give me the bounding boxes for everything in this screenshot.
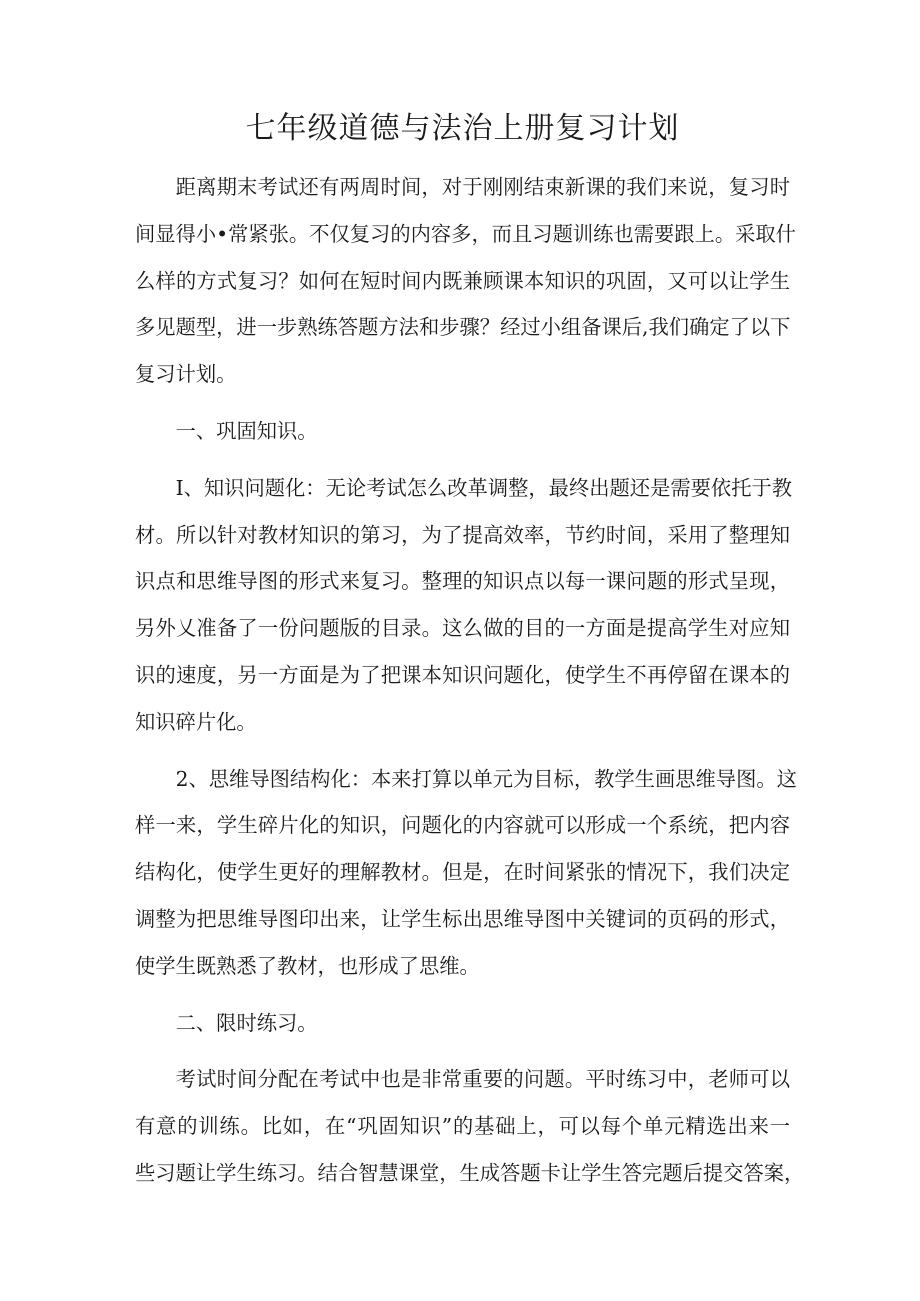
text-line: 一、巩固知识。: [175, 418, 318, 443]
text-line: 考试时间分配在考试中也是非常重要的问题。平时练习中，老师可以: [175, 1067, 790, 1092]
text-line: 有意的训练。比如，在“巩固知识”的基础上，可以每个单元精选出来一: [135, 1114, 790, 1139]
text-line: 识点和思维导图的形式来复习。整理的知识点以每一课问题的形式呈现，: [135, 569, 790, 594]
paragraph-item-2: [135, 756, 797, 990]
section-heading-1: [135, 408, 790, 455]
document-title: 七年级道德与法治上册复习计划: [245, 111, 680, 146]
text-line: I、知识问题化：无论考试怎么改革调整，最终出题还是需要依托于教: [175, 475, 793, 500]
text-line: 结构化，使学生更好的理解教材。但是，在时间紧张的情况下，我们决定: [135, 860, 790, 885]
text-line: 么样的方式复习？如何在短时间内既兼顾课本知识的巩固，又可以让学生: [135, 268, 790, 293]
text-line: 些习题让学生练习。结合智慧课堂，生成答题卡让学生答完题后提交答案，: [135, 1160, 805, 1185]
paragraph-practice: [135, 1056, 805, 1196]
text-line: 另外乂准备了一份问题版的目录。这么做的目的一方面是提高学生对应知: [135, 616, 790, 641]
paragraph-intro: [135, 164, 796, 398]
paragraph-item-1: [135, 465, 793, 746]
text-line: 距离期末考试还有两周时间，对于刚刚结束新课的我们来说，复习时: [175, 175, 790, 199]
text-line: 调整为把思维导图印出来，让学生标出思维导图中关键词的页码的形式，: [135, 906, 790, 931]
section-heading-2: [135, 1000, 790, 1047]
text-line: 间显得小•常紧张。不仅复习的内容多，而且习题训练也需要跟上。采取什: [135, 221, 796, 246]
text-line: 二、限时练习。: [175, 1010, 318, 1035]
document-page: [135, 104, 805, 1207]
text-line: 使学生既熟悉了教材，也形成了思维。: [135, 953, 480, 978]
text-line: 知识碎片化。: [135, 709, 257, 734]
text-line: 复习计划。: [135, 362, 237, 387]
text-line: 识的速度，另一方面是为了把课本知识问题化，使学生不再停留在课本的: [135, 662, 790, 687]
text-line: 样一来，学生碎片化的知识，问题化的内容就可以形成一个系统，把内容: [135, 813, 790, 838]
text-line: 2、思维导图结构化：本来打算以单元为目标，教学生画思维导图。这: [175, 766, 797, 791]
text-line: 材。所以针对教材知识的第习，为了提高效率，节约时间，采用了整理知: [135, 522, 790, 547]
text-line: 多见题型，进一步熟练答题方法和步骤？经过小组备课后,我们确定了以下: [135, 315, 791, 340]
